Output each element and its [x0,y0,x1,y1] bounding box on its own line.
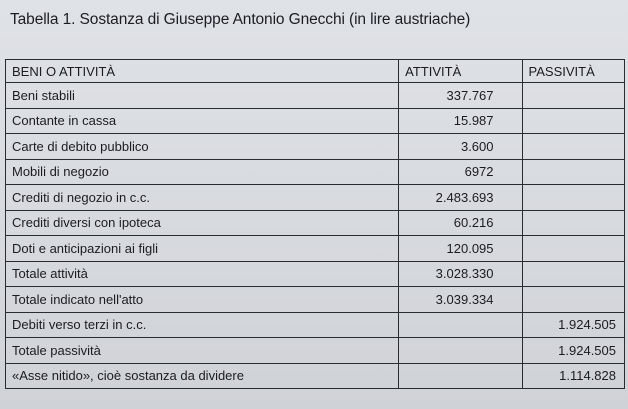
passivita-cell [522,159,624,185]
header-attivita: ATTIVITÀ [399,60,522,83]
passivita-cell [522,210,624,236]
table-row [6,312,625,338]
row-label: Crediti diversi con ipoteca [6,210,399,236]
row-label: «Asse nitido», cioè sostanza da dividere [6,363,399,389]
table-row [6,159,625,185]
header-row [6,60,625,83]
table-row [6,363,625,389]
row-label: Totale attività [6,261,399,287]
row-label: Mobili di negozio [6,159,399,185]
attivita-cell: 3.039.334 [399,287,522,313]
row-label: Totale passività [6,338,399,364]
attivita-cell: 15.987 [399,108,522,134]
table-row [6,338,625,364]
table-row [6,108,625,134]
row-label: Carte di debito pubblico [6,134,399,160]
row-label: Beni stabili [6,83,399,109]
table-row [6,83,625,109]
passivita-cell [522,83,624,109]
table-row [6,287,625,313]
passivita-cell [522,236,624,262]
row-label: Debiti verso terzi in c.c. [6,312,399,338]
row-label: Doti e anticipazioni ai figli [6,236,399,262]
table-row [6,185,625,211]
passivita-cell: 1.924.505 [522,312,624,338]
passivita-cell [522,134,624,160]
attivita-cell: 337.767 [399,83,522,109]
attivita-cell: 3.028.330 [399,261,522,287]
attivita-cell: 3.600 [399,134,522,160]
table-row [6,261,625,287]
passivita-cell [522,185,624,211]
passivita-cell [522,108,624,134]
header-beni: BENI O ATTIVITÀ [6,60,399,83]
assets-table [5,59,625,389]
attivita-cell [399,312,522,338]
row-label: Crediti di negozio in c.c. [6,185,399,211]
attivita-cell: 6972 [399,159,522,185]
passivita-cell: 1.924.505 [522,338,624,364]
table-title: Tabella 1. Sostanza di Giuseppe Antonio Gnecchi (in lire austriache) [10,11,471,28]
attivita-cell: 60.216 [399,210,522,236]
row-label: Contante in cassa [6,108,399,134]
table-row [6,236,625,262]
attivita-cell [399,338,522,364]
attivita-cell [399,363,522,389]
attivita-cell: 2.483.693 [399,185,522,211]
table-row [6,134,625,160]
table-row [6,210,625,236]
row-label: Totale indicato nell'atto [6,287,399,313]
passivita-cell [522,287,624,313]
passivita-cell [522,261,624,287]
passivita-cell: 1.114.828 [522,363,624,389]
header-passivita: PASSIVITÀ [522,60,624,83]
attivita-cell: 120.095 [399,236,522,262]
